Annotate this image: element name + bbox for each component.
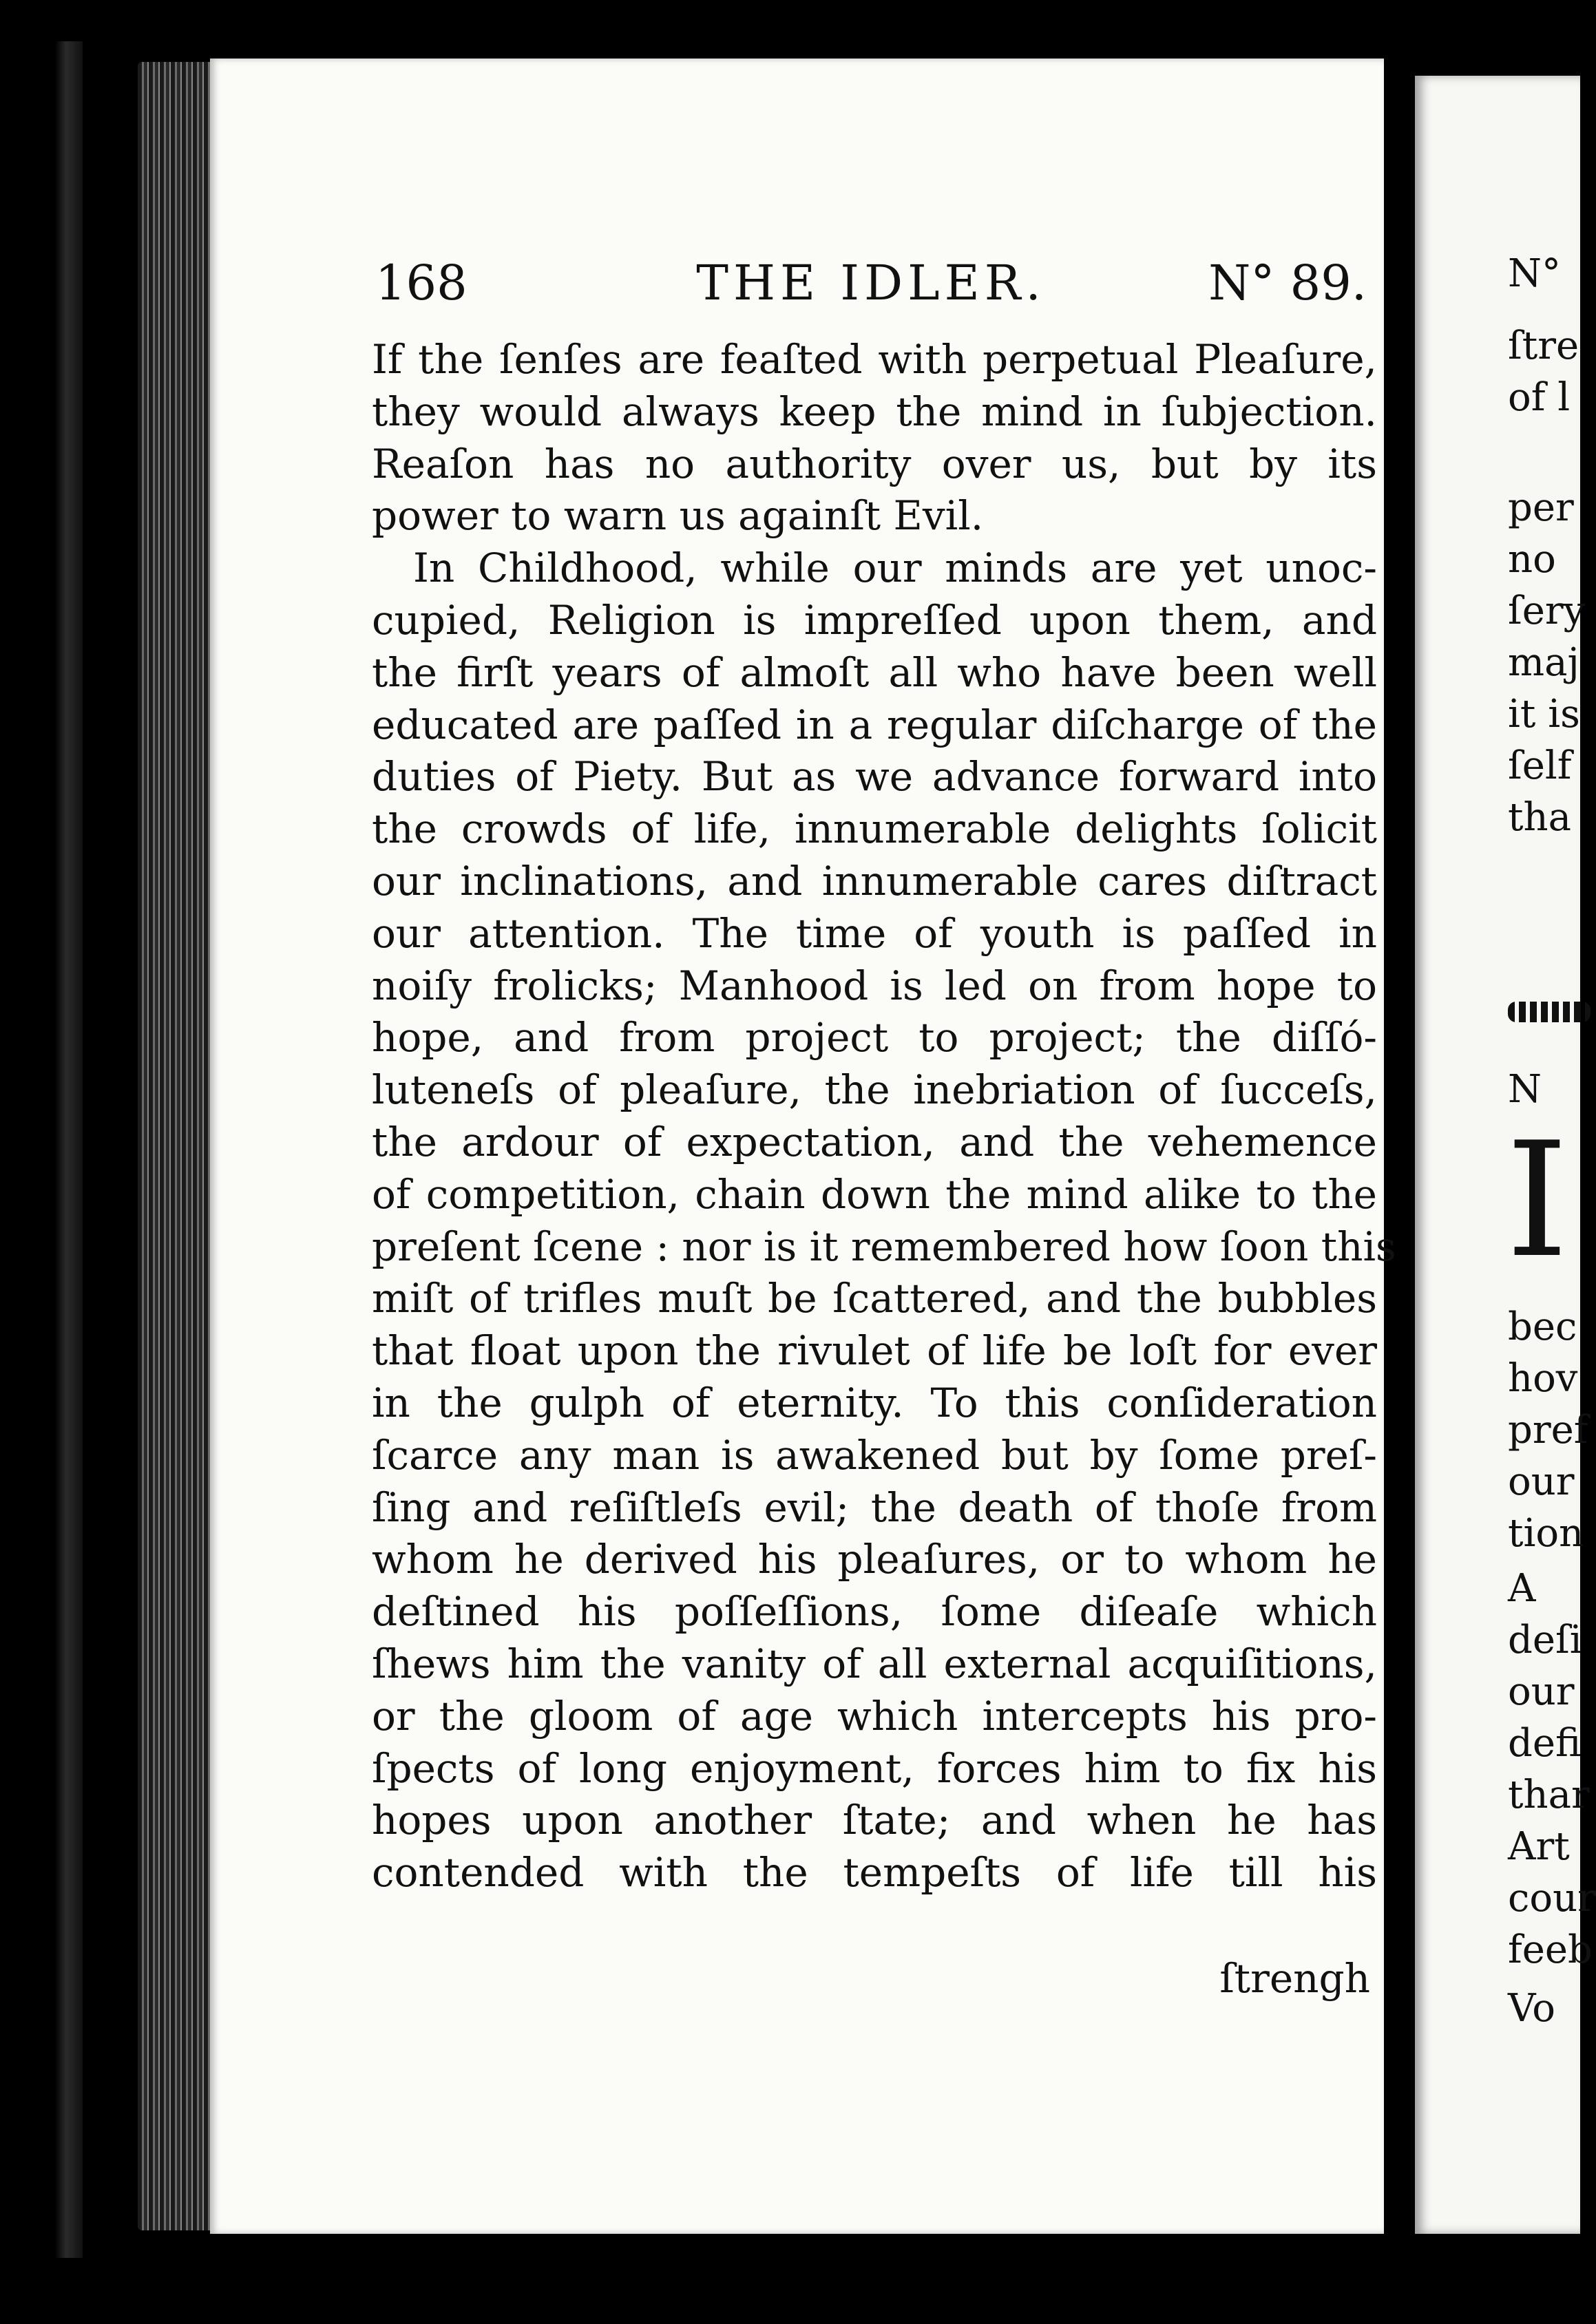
ornament-rule [1508, 1002, 1590, 1022]
facing-text: our [1508, 1669, 1575, 1714]
facing-text: ſtre [1508, 324, 1579, 368]
facing-text: N [1508, 1067, 1542, 1112]
text-line: duties of Piety. But as we advance forward into [372, 753, 1377, 801]
text-line: Reaſon has no authority over us, but by its [372, 440, 1377, 487]
facing-text: per [1508, 485, 1574, 530]
facing-text: of l [1508, 375, 1571, 420]
facing-text: deſi [1508, 1618, 1582, 1662]
text-line: whom he derived his pleaſures, or to whom he [372, 1536, 1377, 1583]
text-line: In Childhood, while our minds are yet unoc- [413, 545, 1377, 592]
facing-text: our [1508, 1459, 1575, 1504]
text-line: If the ſenſes are feaſted with perpetual Pleaſure, [372, 336, 1377, 383]
facing-text: no [1508, 537, 1556, 582]
facing-text: feeb [1508, 1927, 1593, 1972]
text-line: the crowds of life, innumerable delights ſolicit [372, 805, 1377, 853]
facing-text: cour [1508, 1876, 1596, 1921]
text-line: luteneſs of pleaſure, the inebriation of ſucceſs, [372, 1066, 1377, 1114]
facing-text: tha [1508, 795, 1571, 840]
facing-text: it is [1508, 692, 1580, 737]
text-line: cupied, Religion is impreſſed upon them, and [372, 596, 1377, 644]
text-line: deſtined his poſſeſſions, ſome diſeaſe which [372, 1588, 1377, 1636]
running-head [375, 255, 1367, 330]
text-line: noiſy frolicks; Manhood is led on from hope to [372, 962, 1377, 1009]
essay-number: N° 89. [1208, 255, 1367, 311]
text-line: ſcarce any man is awakened but by ſome preſ- [372, 1431, 1377, 1479]
facing-text: tion [1508, 1511, 1584, 1556]
text-line: power to warn us againſt Evil. [372, 492, 984, 540]
text-line: contended with the tempeſts of life till his [372, 1849, 1377, 1897]
facing-text: ſery [1508, 589, 1586, 633]
facing-text: maj [1508, 640, 1579, 685]
text-line: our attention. The time of youth is paſſed in [372, 909, 1377, 957]
text-line: that float upon the rivulet of life be loſt for ever [372, 1327, 1377, 1375]
page-edges [138, 62, 213, 2230]
text-line: or the gloom of age which intercepts his pro- [372, 1692, 1377, 1740]
text-line: miſt of trifles muſt be ſcattered, and the bubbles [372, 1275, 1377, 1322]
facing-text: Art [1508, 1824, 1570, 1869]
facing-text: N° [1508, 251, 1561, 296]
text-line: preſent ſcene : nor is it remembered how ſoon this [372, 1223, 1396, 1270]
text-line: the ardour of expectation, and the vehemence [372, 1118, 1377, 1165]
left-page [210, 59, 1396, 2234]
book-spine [55, 41, 83, 2258]
facing-text: pref [1508, 1408, 1588, 1452]
facing-text: ſelf [1508, 743, 1572, 788]
text-line: hopes upon another ſtate; and when he has [372, 1797, 1377, 1844]
text-line: the firſt years of almoſt all who have been well [372, 648, 1377, 696]
running-title: THE IDLER. [696, 255, 1046, 311]
text-line: our inclinations, and innumerable cares diſtract [372, 857, 1377, 905]
facing-page-fragment [1415, 76, 1596, 2234]
text-line: in the gulph of eternity. To this conſideration [372, 1379, 1377, 1426]
text-line: they would always keep the mind in ſubjection. [372, 388, 1377, 435]
text-line: hope, and from project to project; the diſſó- [372, 1014, 1377, 1061]
text-line: educated are paſſed in a regular diſcharge of the [372, 701, 1377, 748]
text-line: ſhews him the vanity of all external acquiſitions, [372, 1640, 1377, 1687]
page-number: 168 [375, 255, 468, 311]
facing-text: defi [1508, 1721, 1582, 1766]
facing-text: bec [1508, 1304, 1577, 1349]
catchword: ſtrengh [1219, 1955, 1370, 2002]
facing-text: Vo [1508, 1986, 1556, 2031]
facing-text: hov [1508, 1356, 1578, 1401]
body-text [372, 334, 1396, 1899]
text-line: ſpects of long enjoyment, forces him to fix his [372, 1744, 1377, 1792]
text-line: ſing and reſiſtleſs evil; the death of thoſe from [372, 1483, 1377, 1531]
facing-text: thar [1508, 1773, 1590, 1817]
facing-text: A [1508, 1566, 1536, 1611]
text-line: of competition, chain down the mind alike to the [372, 1170, 1377, 1218]
drop-cap: I [1506, 1109, 1568, 1293]
